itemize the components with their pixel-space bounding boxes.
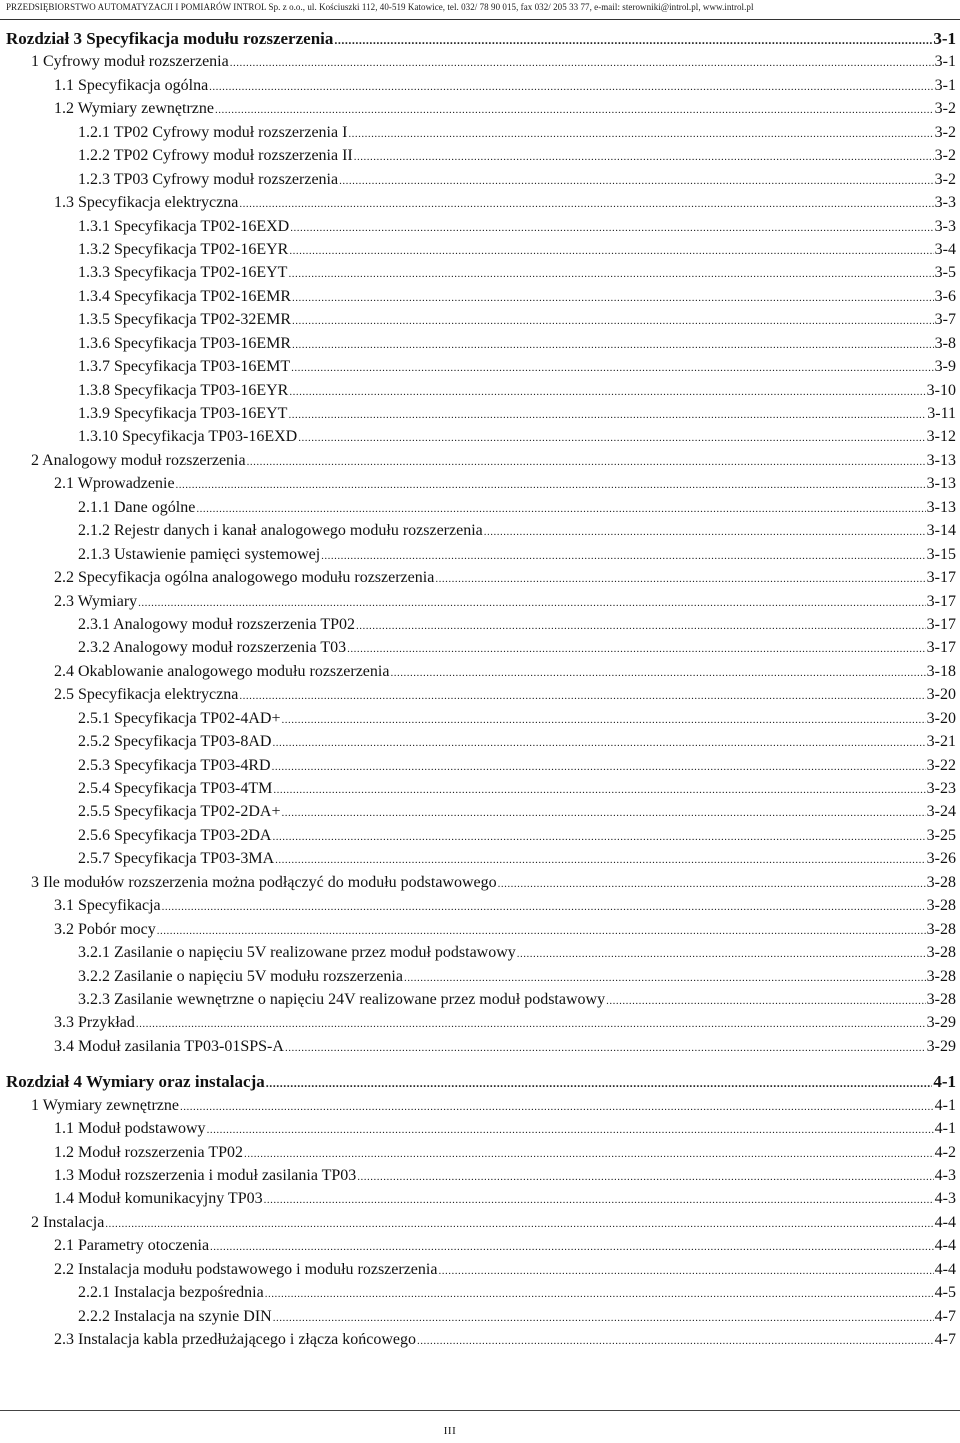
toc-section <box>0 27 960 1058</box>
toc-entry-page: 3-9 <box>934 358 956 376</box>
toc-entry[interactable] <box>0 1328 960 1351</box>
toc-entry-page: 4-5 <box>934 1284 956 1302</box>
dot-leader <box>281 709 925 732</box>
toc-entry[interactable] <box>0 824 960 847</box>
toc-entry-title: 1.3.3 Specyfikacja TP02-16EYT <box>78 264 288 282</box>
toc-entry-page: 3-3 <box>934 194 956 212</box>
toc-entry-title: 1.2.2 TP02 Cyfrowy moduł rozszerzenia II <box>78 147 353 165</box>
toc-entry-page: 3-17 <box>926 592 956 610</box>
dot-leader <box>210 1236 934 1259</box>
toc-entry-title: 2.5.2 Specyfikacja TP03-8AD <box>78 733 272 751</box>
page-header: PRZEDSIĘBIORSTWO AUTOMATYZACJI I POMIARÓW INTROL Sp. z o.o., ul. Kościuszki 112, 40-519 Katowice, tel. 032/ 78 90 015, fax 032/ 205 33 77, e-mail: sterowniki@introl.pl, www.introl.pl <box>6 2 754 12</box>
toc-entry-title: 1.1 Moduł podstawowy <box>54 1120 206 1138</box>
toc-entry-page: 4-4 <box>934 1260 956 1278</box>
toc-entry-page: 3-13 <box>926 498 956 516</box>
toc-entry[interactable] <box>0 543 960 566</box>
toc-entry[interactable] <box>0 1117 960 1140</box>
toc-entry-page: 4-1 <box>933 1072 956 1092</box>
toc-entry[interactable] <box>0 988 960 1011</box>
toc-entry-page: 4-2 <box>934 1143 956 1161</box>
dot-leader <box>435 568 925 591</box>
toc-entry[interactable] <box>0 1141 960 1164</box>
toc-entry-page: 4-1 <box>934 1120 956 1138</box>
toc-entry-page: 3-2 <box>934 123 956 141</box>
dot-leader <box>404 967 926 990</box>
dot-leader <box>162 896 926 919</box>
dot-leader <box>272 756 926 779</box>
dot-leader <box>339 170 934 193</box>
toc-entry-page: 3-5 <box>934 264 956 282</box>
toc-entry-title: 2 Analogowy moduł rozszerzenia <box>31 451 246 469</box>
toc-entry[interactable] <box>0 379 960 402</box>
toc-entry-page: 4-7 <box>934 1307 956 1325</box>
toc-entry-page: 3-28 <box>926 944 956 962</box>
dot-leader <box>265 1283 934 1306</box>
toc-entry-page: 3-13 <box>926 475 956 493</box>
dot-leader <box>290 217 933 240</box>
toc-entry[interactable] <box>0 800 960 823</box>
toc-entry-page: 3-10 <box>926 381 956 399</box>
toc-entry-page: 3-8 <box>934 334 956 352</box>
toc-entry[interactable] <box>0 683 960 706</box>
toc-entry[interactable] <box>0 1035 960 1058</box>
toc-entry-title: 1.4 Moduł komunikacyjny TP03 <box>54 1190 263 1208</box>
toc-entry-page: 3-24 <box>926 803 956 821</box>
dot-leader <box>288 263 933 286</box>
dot-leader <box>180 1096 934 1119</box>
toc-entry[interactable] <box>0 613 960 636</box>
toc-entry-page: 3-25 <box>926 826 956 844</box>
dot-leader <box>417 1330 934 1353</box>
toc-entry[interactable] <box>0 1234 960 1257</box>
dot-leader <box>354 146 934 169</box>
toc-entry-page: 3-28 <box>926 897 956 915</box>
dot-leader <box>138 592 926 615</box>
toc-section <box>0 1070 960 1351</box>
toc-entry[interactable] <box>0 191 960 214</box>
dot-leader <box>264 1189 934 1212</box>
toc-entry-title: 2.5.3 Specyfikacja TP03-4RD <box>78 756 271 774</box>
toc-entry-title: 1.3.1 Specyfikacja TP02-16EXD <box>78 217 290 235</box>
dot-leader <box>207 1119 934 1142</box>
toc-entry-page: 3-3 <box>934 217 956 235</box>
toc-entry-title: 3.1 Specyfikacja <box>54 897 161 915</box>
toc-entry-page: 4-7 <box>934 1331 956 1349</box>
toc-entry[interactable] <box>0 754 960 777</box>
toc-entry[interactable] <box>0 636 960 659</box>
toc-entry-page: 3-23 <box>926 780 956 797</box>
dot-leader <box>196 498 925 521</box>
toc-entry[interactable] <box>0 1094 960 1117</box>
dot-leader <box>606 990 926 1013</box>
table-of-contents <box>0 27 960 1352</box>
toc-entry-title: 2.2.2 Instalacja na szynie DIN <box>78 1307 272 1325</box>
toc-chapter-entry[interactable] <box>0 1070 960 1093</box>
dot-leader <box>239 685 925 708</box>
toc-entry-page: 3-17 <box>926 615 956 633</box>
toc-entry[interactable] <box>0 449 960 472</box>
dot-leader <box>356 615 926 638</box>
toc-entry-title: 2.1.1 Dane ogólne <box>78 498 196 516</box>
dot-leader <box>484 521 926 544</box>
toc-entry-title: 1.3 Moduł rozszerzenia i moduł zasilania TP03 <box>54 1167 357 1184</box>
toc-entry[interactable] <box>0 1164 960 1187</box>
toc-entry-title: 2.2 Specyfikacja ogólna analogowego modułu rozszerzenia <box>54 569 435 587</box>
toc-entry-page: 3-17 <box>926 569 956 587</box>
toc-entry[interactable] <box>0 1258 960 1281</box>
toc-entry-page: 3-18 <box>926 662 956 680</box>
toc-entry-page: 3-14 <box>926 522 956 540</box>
dot-leader <box>272 732 925 755</box>
dot-leader <box>347 638 926 661</box>
toc-entry-title: 1.3.9 Specyfikacja TP03-16EYT <box>78 405 288 422</box>
toc-entry[interactable] <box>0 215 960 238</box>
toc-entry-title: 3.2.2 Zasilanie o napięciu 5V modułu rozszerzenia <box>78 967 403 985</box>
toc-entry[interactable] <box>0 519 960 542</box>
dot-leader <box>247 451 926 474</box>
toc-entry-title: 1.2.1 TP02 Cyfrowy moduł rozszerzenia I <box>78 123 348 141</box>
page-number: III <box>443 1425 457 1437</box>
toc-entry[interactable] <box>0 777 960 800</box>
dot-leader <box>105 1213 933 1236</box>
toc-entry[interactable] <box>0 97 960 120</box>
toc-entry-title: 2.3.1 Analogowy moduł rozszerzenia TP02 <box>78 615 355 633</box>
toc-entry-title: 2.3 Instalacja kabla przedłużającego i złącza końcowego <box>54 1331 417 1349</box>
toc-chapter-entry[interactable] <box>0 27 960 50</box>
toc-entry-page: 3-17 <box>926 639 956 657</box>
dot-leader <box>438 1260 933 1283</box>
dot-leader <box>292 334 934 357</box>
toc-entry[interactable] <box>0 941 960 964</box>
toc-entry-page: 3-29 <box>926 1037 956 1055</box>
toc-entry[interactable] <box>0 566 960 589</box>
toc-entry-title: 2.5.5 Specyfikacja TP02-2DA+ <box>78 803 281 821</box>
toc-entry[interactable] <box>0 285 960 308</box>
toc-entry-page: 3-26 <box>926 850 956 868</box>
toc-entry-title: 2.1.2 Rejestr danych i kanał analogowego modułu rozszerzenia <box>78 522 483 540</box>
toc-entry-title: 3.2.1 Zasilanie o napięciu 5V realizowane przez moduł podstawowy <box>78 944 516 962</box>
toc-entry[interactable] <box>0 847 960 870</box>
dot-leader <box>517 943 926 966</box>
toc-entry-page: 4-3 <box>934 1190 956 1208</box>
toc-entry[interactable] <box>0 238 960 261</box>
toc-entry-title: 1.3.10 Specyfikacja TP03-16EXD <box>78 428 298 446</box>
toc-entry-title: 2.2 Instalacja modułu podstawowego i modułu rozszerzenia <box>54 1260 438 1278</box>
toc-entry[interactable] <box>0 261 960 284</box>
toc-entry-title: 1.3.8 Specyfikacja TP03-16EYR <box>78 381 289 399</box>
toc-entry-page: 3-6 <box>934 287 956 305</box>
toc-entry-page: 3-28 <box>926 967 956 985</box>
toc-entry[interactable] <box>0 1281 960 1304</box>
toc-entry[interactable] <box>0 425 960 448</box>
toc-entry[interactable] <box>0 144 960 167</box>
toc-entry-title: Rozdział 3 Specyfikacja modułu rozszerzenia <box>6 29 334 48</box>
toc-entry[interactable] <box>0 121 960 144</box>
toc-entry[interactable] <box>0 1187 960 1210</box>
toc-entry[interactable] <box>0 168 960 191</box>
toc-entry-page: 3-2 <box>934 170 956 188</box>
toc-entry[interactable] <box>0 472 960 495</box>
toc-entry-title: 1.3.5 Specyfikacja TP02-32EMR <box>78 311 292 329</box>
toc-entry[interactable] <box>0 894 960 917</box>
toc-entry-title: 3 Ile modułów rozszerzenia można podłączyć do modułu podstawowego <box>31 873 497 891</box>
toc-entry-page: 3-12 <box>926 428 956 446</box>
toc-entry-page: 3-2 <box>934 100 956 118</box>
toc-entry-page: 4-1 <box>934 1096 956 1114</box>
toc-entry-title: 2.1 Wprowadzenie <box>54 475 175 493</box>
toc-entry-page: 3-28 <box>926 990 956 1008</box>
dot-leader <box>289 240 933 263</box>
toc-entry[interactable] <box>0 1305 960 1328</box>
toc-entry-page: 4-4 <box>934 1213 956 1231</box>
dot-leader <box>390 662 925 685</box>
toc-entry-page: 3-7 <box>934 311 956 329</box>
toc-entry-page: 3-1 <box>934 76 956 94</box>
toc-entry-title: 1.2.3 TP03 Cyfrowy moduł rozszerzenia <box>78 170 339 188</box>
toc-entry-page: 4-3 <box>934 1167 956 1184</box>
dot-leader <box>266 1072 933 1095</box>
toc-entry[interactable] <box>0 590 960 613</box>
toc-entry-title: 1.3.4 Specyfikacja TP02-16EMR <box>78 287 292 305</box>
toc-entry[interactable] <box>0 1011 960 1034</box>
toc-entry[interactable] <box>0 965 960 988</box>
toc-entry-title: 2.5.6 Specyfikacja TP03-2DA <box>78 826 272 844</box>
toc-entry-title: 1 Wymiary zewnętrzne <box>31 1096 180 1114</box>
toc-entry-title: 2 Instalacja <box>31 1213 105 1231</box>
dot-leader <box>239 193 933 216</box>
toc-entry-title: 3.2 Pobór mocy <box>54 920 156 938</box>
dot-leader <box>215 99 934 122</box>
dot-leader <box>298 427 925 450</box>
toc-entry[interactable] <box>0 50 960 73</box>
toc-entry-page: 3-11 <box>927 405 956 422</box>
dot-leader <box>292 287 934 310</box>
dot-leader <box>281 802 925 825</box>
dot-leader <box>498 873 926 896</box>
dot-leader <box>157 920 926 943</box>
dot-leader <box>348 123 933 146</box>
toc-entry-title: 1.3 Specyfikacja elektryczna <box>54 194 239 212</box>
dot-leader <box>285 1037 926 1060</box>
toc-entry-page: 3-1 <box>934 53 956 71</box>
toc-entry-title: 2.5.1 Specyfikacja TP02-4AD+ <box>78 709 281 727</box>
dot-leader <box>288 404 926 427</box>
toc-entry-title: 1.3.7 Specyfikacja TP03-16EMT <box>78 358 291 376</box>
footer-rule <box>0 1410 960 1411</box>
toc-entry-page: 3-20 <box>926 709 956 727</box>
toc-entry-title: 1 Cyfrowy moduł rozszerzenia <box>31 53 229 71</box>
toc-entry-page: 3-29 <box>926 1014 956 1032</box>
toc-entry[interactable] <box>0 332 960 355</box>
toc-entry-page: 3-2 <box>934 147 956 165</box>
toc-entry-title: 2.1.3 Ustawienie pamięci systemowej <box>78 545 321 563</box>
toc-entry-title: Rozdział 4 Wymiary oraz instalacja <box>6 1072 265 1092</box>
toc-entry-title: 2.2.1 Instalacja bezpośrednia <box>78 1284 264 1302</box>
header-rule <box>0 19 960 20</box>
toc-entry-title: 3.4 Moduł zasilania TP03-01SPS-A <box>54 1037 284 1055</box>
toc-entry-title: 2.4 Okablowanie analogowego modułu rozszerzenia <box>54 662 390 680</box>
toc-entry[interactable] <box>0 74 960 97</box>
dot-leader <box>136 1013 926 1036</box>
toc-entry-page: 3-28 <box>926 920 956 938</box>
toc-entry-title: 2.5.7 Specyfikacja TP03-3MA <box>78 850 275 868</box>
toc-entry[interactable] <box>0 355 960 378</box>
dot-leader <box>230 52 934 75</box>
toc-entry-title: 2.3.2 Analogowy moduł rozszerzenia T03 <box>78 639 347 657</box>
dot-leader <box>209 76 934 99</box>
toc-entry[interactable] <box>0 730 960 753</box>
dot-leader <box>321 545 926 568</box>
toc-entry-title: 2.5 Specyfikacja elektryczna <box>54 686 239 704</box>
dot-leader <box>357 1166 933 1189</box>
toc-entry-page: 3-21 <box>926 733 956 751</box>
toc-entry-title: 1.1 Specyfikacja ogólna <box>54 76 209 94</box>
toc-entry-title: 1.2 Wymiary zewnętrzne <box>54 100 215 118</box>
toc-entry-title: 2.5.4 Specyfikacja TP03-4TM <box>78 780 273 797</box>
toc-entry-title: 3.3 Przykład <box>54 1014 135 1032</box>
toc-entry[interactable] <box>0 660 960 683</box>
dot-leader <box>244 1143 934 1166</box>
toc-entry[interactable] <box>0 496 960 519</box>
dot-leader <box>291 357 934 380</box>
toc-entry-title: 1.3.6 Specyfikacja TP03-16EMR <box>78 334 292 352</box>
toc-entry[interactable] <box>0 308 960 331</box>
dot-leader <box>292 310 934 333</box>
dot-leader <box>273 779 925 802</box>
toc-entry-page: 3-13 <box>926 451 956 469</box>
toc-entry[interactable] <box>0 707 960 730</box>
dot-leader <box>272 826 925 849</box>
toc-entry-page: 3-1 <box>933 29 956 48</box>
toc-entry-page: 4-4 <box>934 1237 956 1255</box>
toc-entry[interactable] <box>0 871 960 894</box>
dot-leader <box>289 381 925 404</box>
toc-entry-title: 2.3 Wymiary <box>54 592 138 610</box>
toc-entry-page: 3-4 <box>934 240 956 258</box>
toc-entry-title: 1.3.2 Specyfikacja TP02-16EYR <box>78 240 289 258</box>
toc-entry-title: 1.2 Moduł rozszerzenia TP02 <box>54 1143 243 1161</box>
toc-entry-page: 3-15 <box>926 545 956 563</box>
toc-entry[interactable] <box>0 918 960 941</box>
toc-entry-page: 3-22 <box>926 756 956 774</box>
dot-leader <box>334 29 932 52</box>
toc-entry-title: 3.2.3 Zasilanie wewnętrzne o napięciu 24V realizowane przez moduł podstawowy <box>78 990 606 1008</box>
dot-leader <box>176 474 926 497</box>
toc-entry[interactable] <box>0 402 960 425</box>
toc-entry[interactable] <box>0 1211 960 1234</box>
toc-entry-title: 2.1 Parametry otoczenia <box>54 1237 210 1255</box>
toc-entry-page: 3-28 <box>926 873 956 891</box>
toc-entry-page: 3-20 <box>926 686 956 704</box>
dot-leader <box>275 849 926 872</box>
dot-leader <box>273 1307 934 1330</box>
